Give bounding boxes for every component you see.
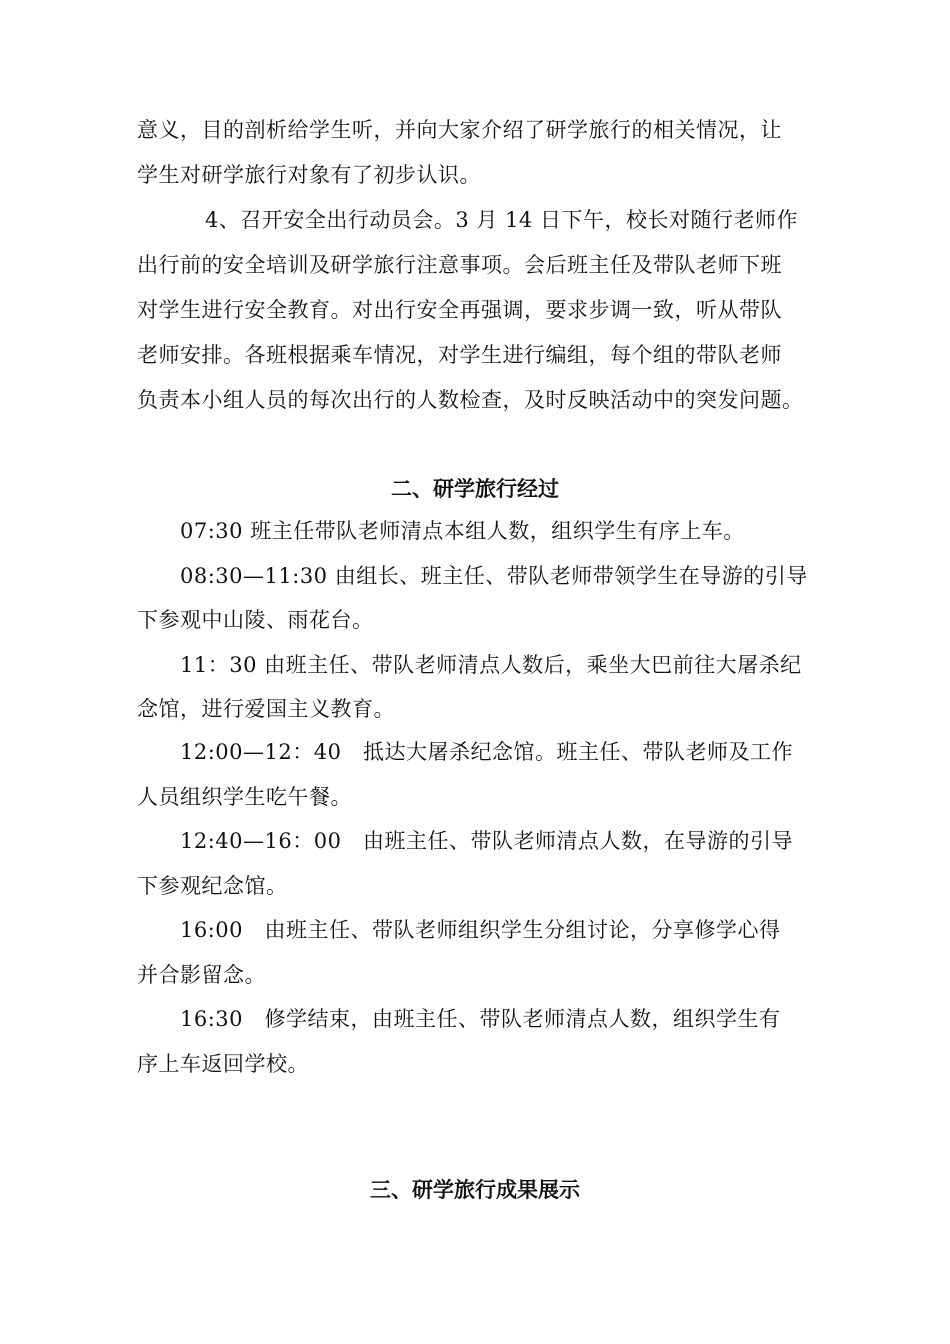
paragraph-line: 负责本小组人员的每次出行的人数检查，及时反映活动中的突发问题。 <box>137 388 804 412</box>
schedule-line: 08:30—11:30 由组长、班主任、带队老师带领学生在导游的引导 <box>180 564 808 588</box>
paragraph-line: 对学生进行安全教育。对出行安全再强调，要求步调一致，听从带队 <box>137 298 782 322</box>
section-heading: 三、研学旅行成果展示 <box>370 1177 580 1202</box>
schedule-line: 念馆，进行爱国主义教育。 <box>137 697 395 721</box>
schedule-line: 下参观中山陵、雨花台。 <box>137 608 374 632</box>
schedule-line: 12:40—16：00 由班主任、带队老师清点人数，在导游的引导 <box>180 829 793 853</box>
schedule-line: 并合影留念。 <box>137 963 266 987</box>
paragraph-line: 4、召开安全出行动员会。3 月 14 日下午，校长对随行老师作 <box>205 208 798 232</box>
schedule-line: 12:00—12：40 抵达大屠杀纪念馆。班主任、带队老师及工作 <box>180 740 793 764</box>
schedule-line: 16:30 修学结束，由班主任、带队老师清点人数，组织学生有 <box>180 1007 781 1031</box>
paragraph-line: 老师安排。各班根据乘车情况，对学生进行编组，每个组的带队老师 <box>137 343 782 367</box>
schedule-line: 07:30 班主任带队老师清点本组人数，组织学生有序上车。 <box>180 519 745 543</box>
paragraph-line: 出行前的安全培训及研学旅行注意事项。会后班主任及带队老师下班 <box>137 253 782 277</box>
section-heading: 二、研学旅行经过 <box>391 476 559 501</box>
schedule-line: 人员组织学生吃午餐。 <box>137 785 352 809</box>
schedule-line: 下参观纪念馆。 <box>137 874 288 898</box>
schedule-line: 16:00 由班主任、带队老师组织学生分组讨论，分享修学心得 <box>180 918 781 942</box>
paragraph-line: 意义，目的剖析给学生听，并向大家介绍了研学旅行的相关情况，让 <box>137 118 782 142</box>
schedule-line: 序上车返回学校。 <box>137 1052 309 1076</box>
paragraph-line: 学生对研学旅行对象有了初步认识。 <box>137 163 481 187</box>
schedule-line: 11：30 由班主任、带队老师清点人数后，乘坐大巴前往大屠杀纪 <box>180 653 802 677</box>
